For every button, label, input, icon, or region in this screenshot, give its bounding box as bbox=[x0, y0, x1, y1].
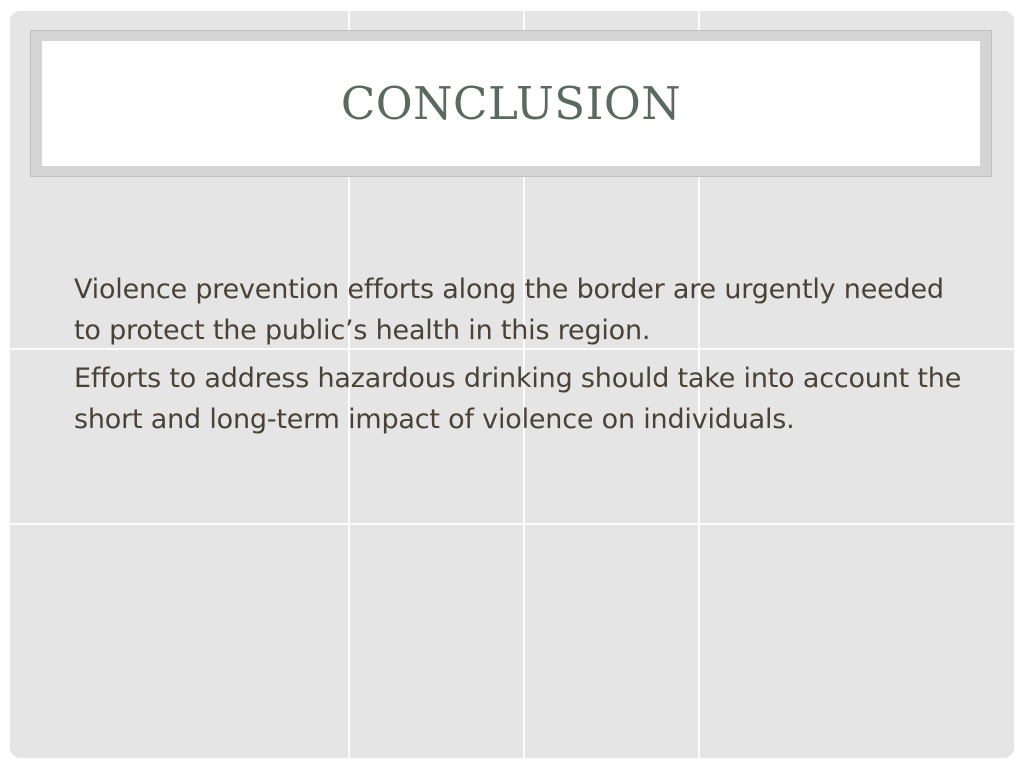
slide bbox=[10, 11, 1014, 758]
slide-title: CONCLUSION bbox=[340, 77, 682, 130]
grid-divider bbox=[10, 523, 1014, 525]
title-box bbox=[42, 41, 980, 166]
slide-body bbox=[74, 269, 974, 440]
body-paragraph: Efforts to address hazardous drinking should take into account the short and long-term impact of violence on individuals. bbox=[74, 363, 962, 435]
body-paragraph: Violence prevention efforts along the border are urgently needed to protect the public’s health in this region. bbox=[74, 274, 944, 346]
title-frame bbox=[30, 30, 992, 177]
